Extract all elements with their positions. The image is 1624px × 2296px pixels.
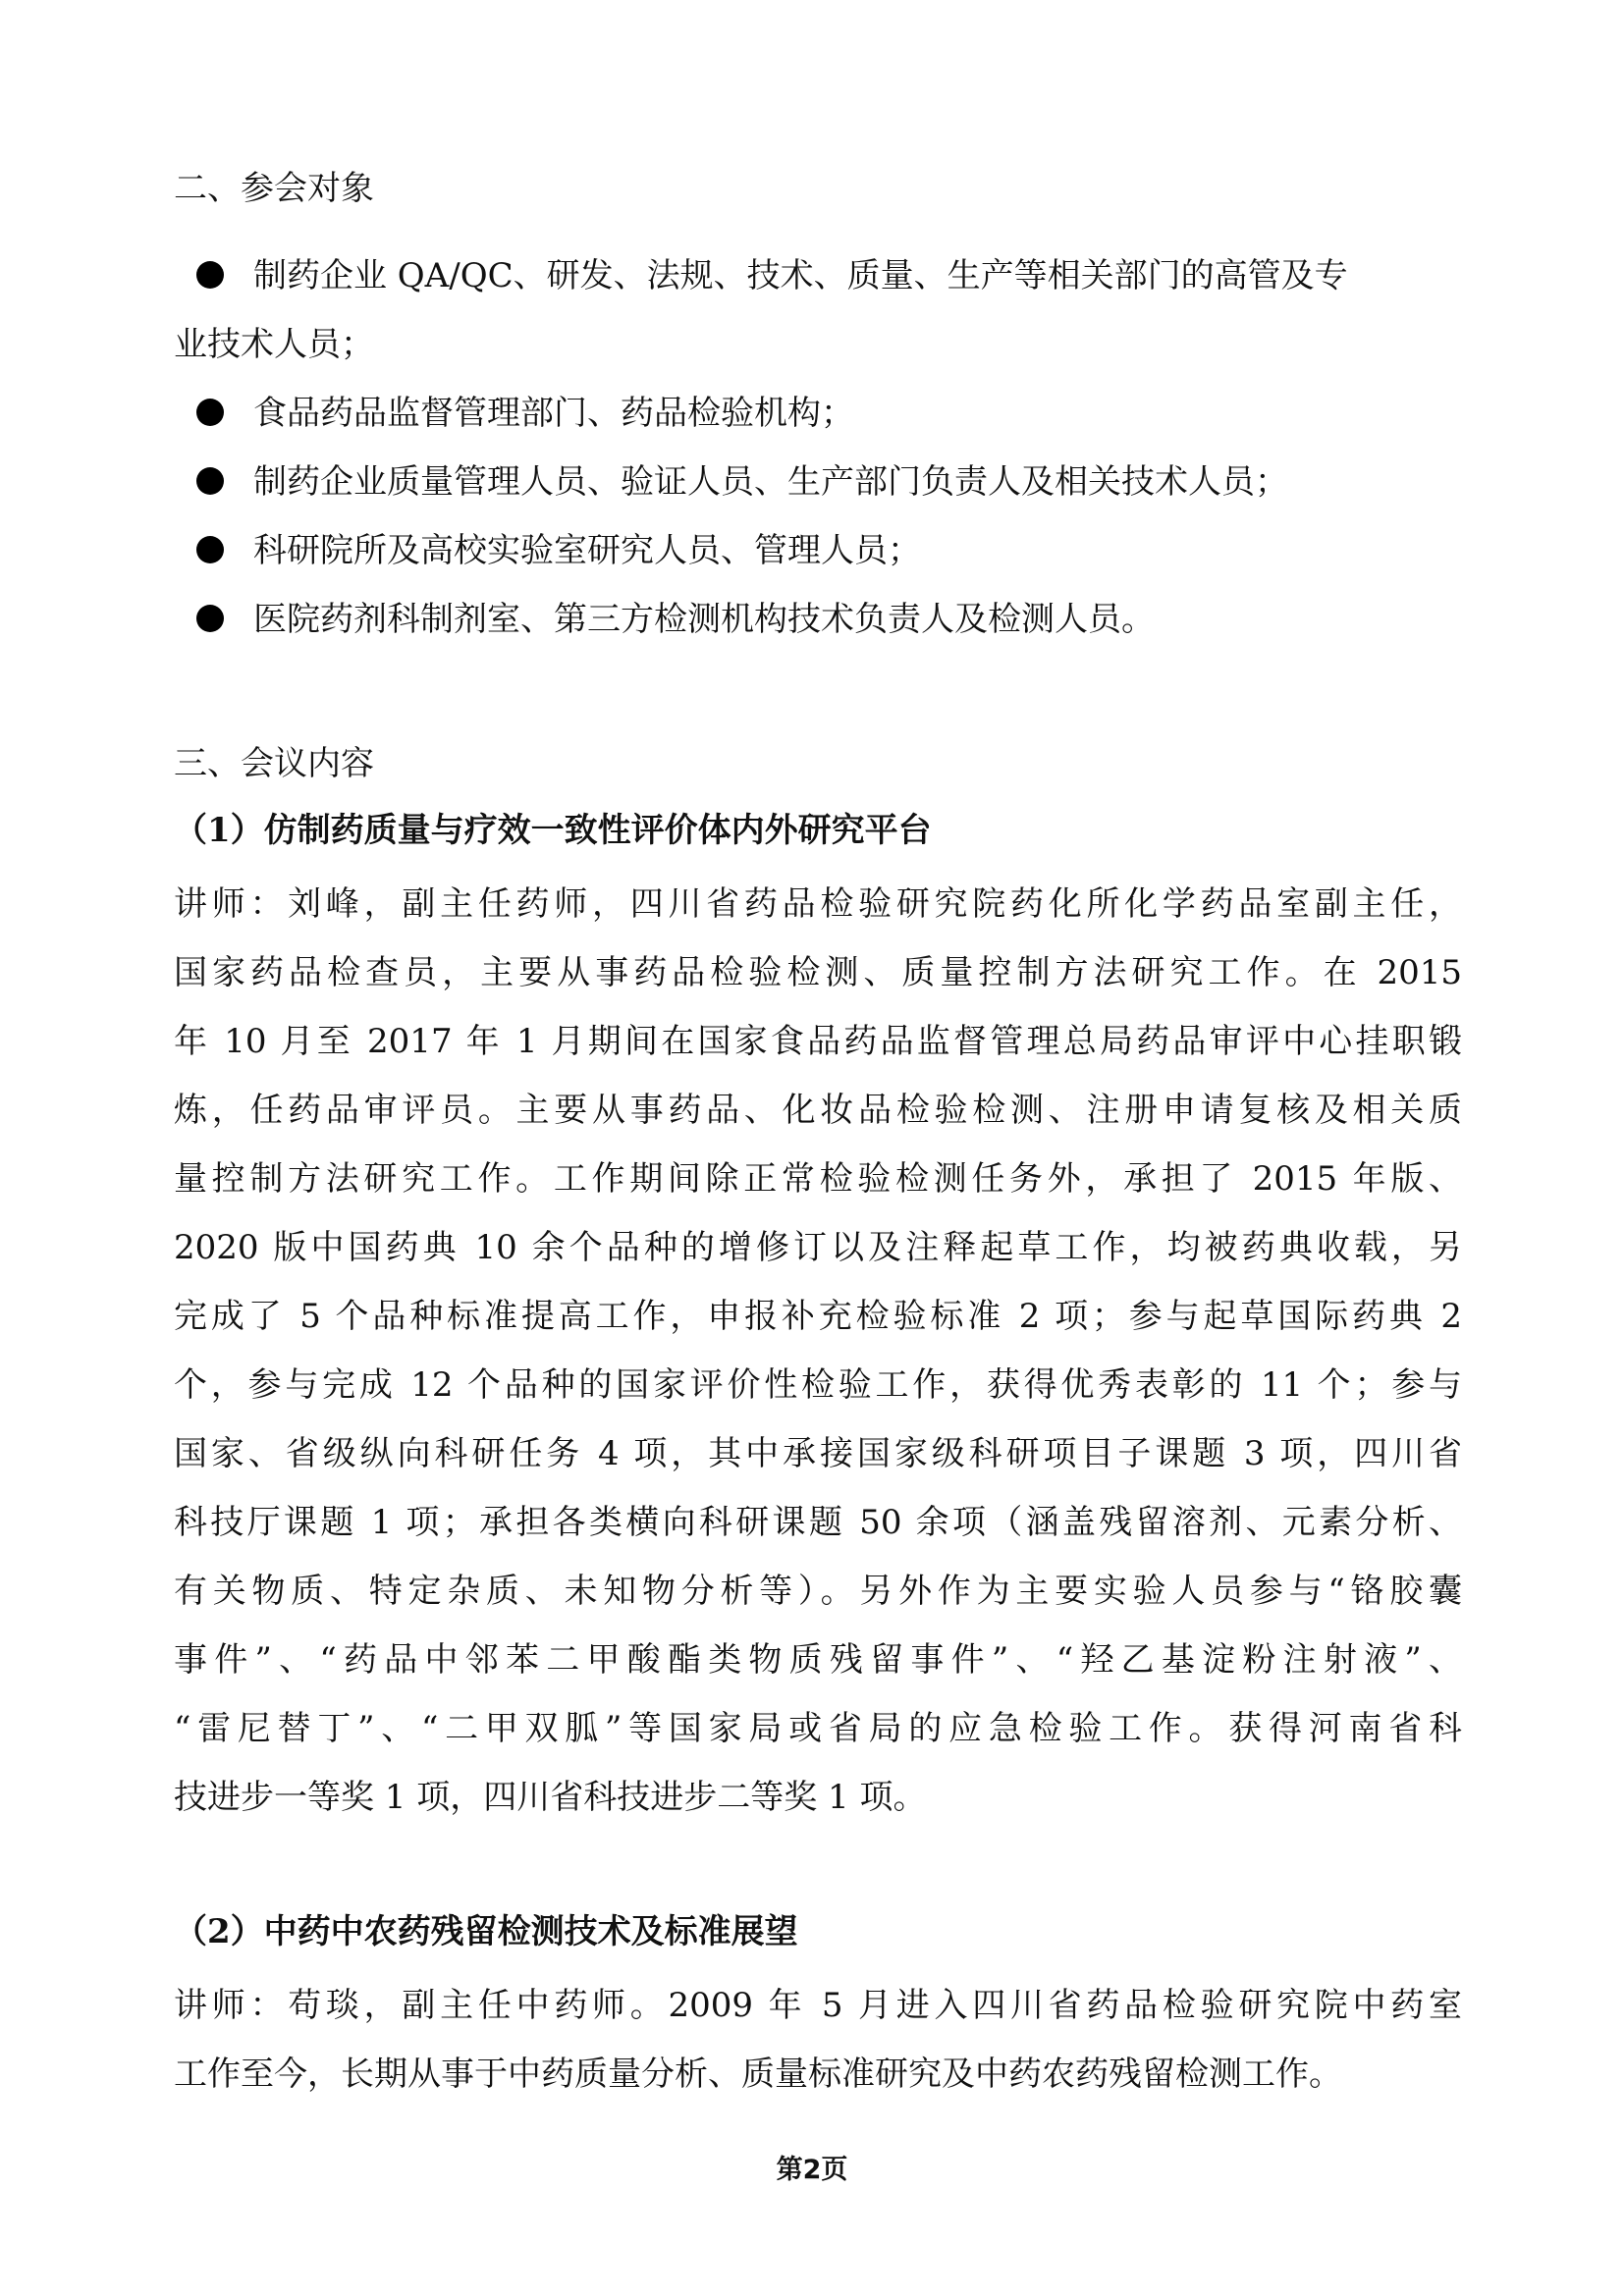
paragraph-line: 讲师：刘峰，副主任药师，四川省药品检验研究院药化所化学药品室副主任，: [174, 884, 1462, 924]
bullet-item: [196, 379, 1463, 448]
bullet-dot-icon: [196, 467, 224, 495]
paragraph-line: “雷尼替丁”、“二甲双胍”等国家局或省局的应急检验工作。获得河南省科: [174, 1709, 1462, 1748]
topic-title: [174, 1912, 1460, 1951]
section-heading-attendees: [174, 169, 1460, 208]
section-heading-text: 三、会议内容: [174, 744, 374, 783]
paragraph-line: 讲师：苟琰，副主任中药师。2009 年 5 月进入四川省药品检验研究院中药室: [174, 1986, 1462, 2025]
paragraph-line: 完成了 5 个品种标准提高工作，申报补充检验标准 2 项；参与起草国际药典 2: [174, 1297, 1462, 1336]
paragraph-line: 年 10 月至 2017 年 1 月期间在国家食品药品监督管理总局药品审评中心挂职锻: [174, 1022, 1462, 1061]
paragraph-line: 炼，任药品审评员。主要从事药品、化妆品检验检测、注册申请复核及相关质: [174, 1091, 1462, 1130]
bullet-item: [196, 585, 1463, 654]
bullet-dot-icon: [196, 261, 224, 289]
bullet-text: 制药企业 QA/QC、研发、法规、技术、质量、生产等相关部门的高管及专: [253, 256, 1348, 295]
bullet-text: 制药企业质量管理人员、验证人员、生产部门负责人及相关技术人员；: [253, 462, 1288, 502]
page-number: 第2页: [776, 2155, 848, 2185]
bullet-dot-icon: [196, 399, 224, 426]
topic-title-text: （1）仿制药质量与疗效一致性评价体内外研究平台: [174, 811, 932, 850]
topic-title: [174, 811, 1460, 850]
bullet-dot-icon: [196, 536, 224, 563]
bullet-dot-icon: [196, 605, 224, 632]
paragraph-line: 技进步一等奖 1 项，四川省科技进步二等奖 1 项。: [174, 1778, 927, 1817]
paragraph-line: 国家、省级纵向科研任务 4 项，其中承接国家级科研项目子课题 3 项，四川省: [174, 1434, 1462, 1473]
topic-paragraph: [174, 870, 1462, 1832]
bullet-text: 食品药品监督管理部门、药品检验机构；: [253, 394, 854, 433]
bullet-text: 医院药剂科制剂室、第三方检测机构技术负责人及检测人员。: [253, 600, 1155, 639]
bullet-item: [196, 448, 1463, 516]
paragraph-line: 个，参与完成 12 个品种的国家评价性检验工作，获得优秀表彰的 11 个；参与: [174, 1365, 1462, 1405]
paragraph-line: 事件”、“药品中邻苯二甲酸酯类物质残留事件”、“羟乙基淀粉注射液”、: [174, 1640, 1462, 1680]
bullet-item: [174, 241, 1463, 379]
topic-title-text: （2）中药中农药残留检测技术及标准展望: [174, 1912, 798, 1951]
paragraph-line: 国家药品检查员，主要从事药品检验检测、质量控制方法研究工作。在 2015: [174, 953, 1462, 992]
bullet-item: [196, 516, 1463, 585]
bullet-text: 科研院所及高校实验室研究人员、管理人员；: [253, 531, 921, 570]
section-heading-content: [174, 744, 1460, 783]
paragraph-line: 量控制方法研究工作。工作期间除正常检验检测任务外，承担了 2015 年版、: [174, 1159, 1462, 1199]
paragraph-line: 科技厅课题 1 项；承担各类横向科研课题 50 余项（涵盖残留溶剂、元素分析、: [174, 1503, 1462, 1542]
topic-paragraph: [174, 1971, 1462, 2109]
section-heading-text: 二、参会对象: [174, 169, 374, 208]
paragraph-line: 2020 版中国药典 10 余个品种的增修订以及注释起草工作，均被药典收载，另: [174, 1228, 1462, 1267]
paragraph-line: 工作至今，长期从事于中药质量分析、质量标准研究及中药农药残留检测工作。: [174, 2055, 1342, 2094]
paragraph-line: 有关物质、特定杂质、未知物分析等）。另外作为主要实验人员参与“铬胶囊: [174, 1572, 1462, 1611]
bullet-text-continuation: 业技术人员；: [174, 325, 374, 364]
